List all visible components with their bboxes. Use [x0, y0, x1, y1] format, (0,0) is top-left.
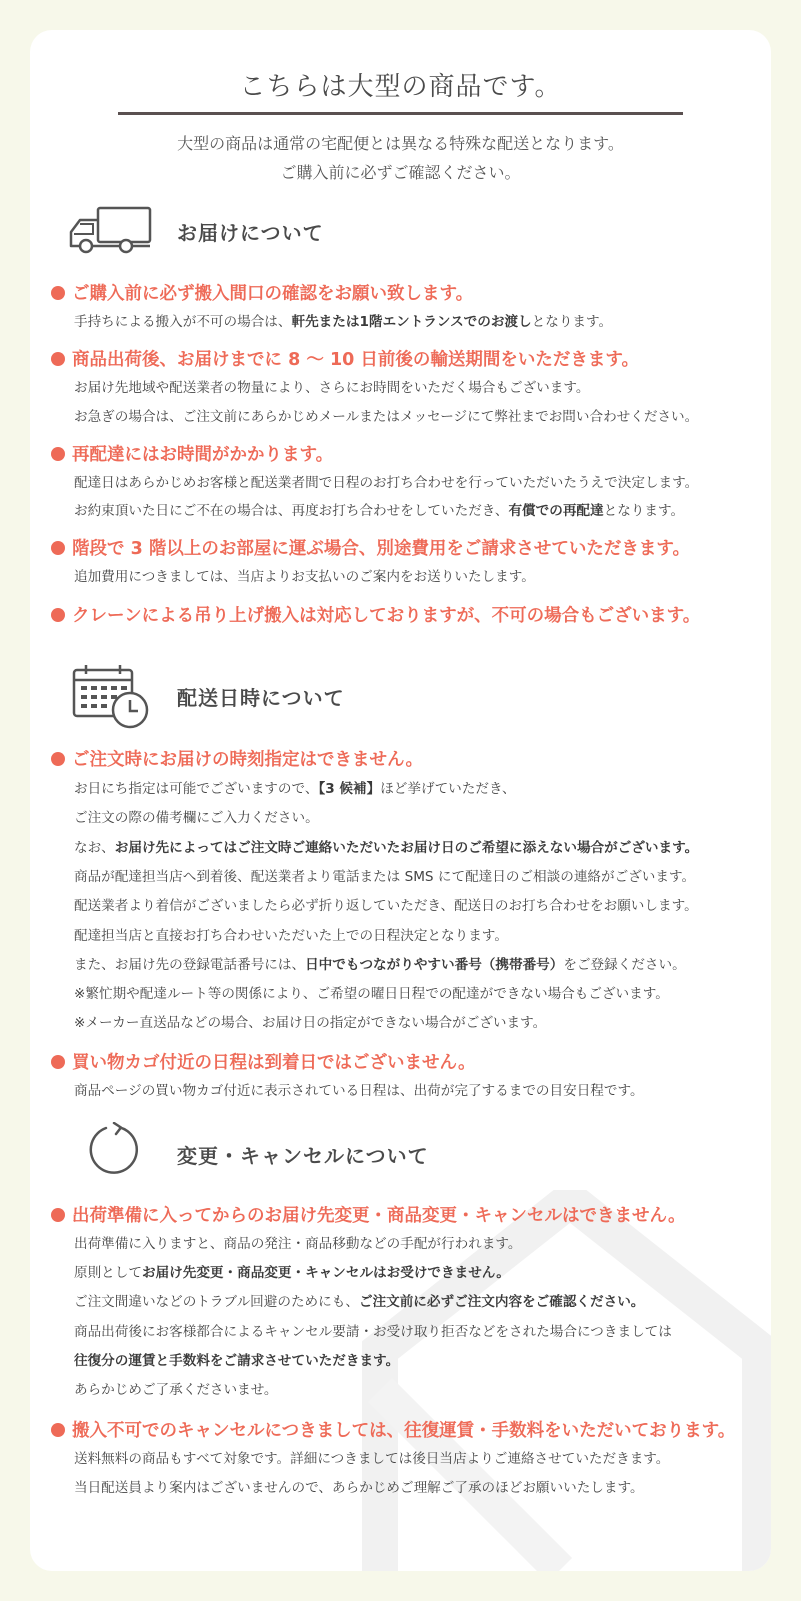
item-text: ご注文間違いなどのトラブル回避のためにも、ご注文前に必ずご注文内容をご確認ください。 [74, 1294, 645, 1310]
item-text: 商品が配達担当店へ到着後、配送業者より電話または SMS にて配達日のご相談の連絡がございます。 [74, 869, 696, 885]
bullet-dot-icon [51, 1208, 65, 1222]
bullet-dot-icon [51, 352, 65, 366]
item-text: お届け先地域や配送業者の物量により、さらにお時間をいただく場合もございます。 [74, 380, 590, 396]
item-heading: クレーンによる吊り上げ搬入は対応しておりますが、不可の場合もございます。 [51, 602, 700, 627]
item-text: 商品ページの買い物カゴ付近に表示されている日程は、出荷が完了するまでの目安日程です。 [74, 1083, 644, 1099]
bullet-dot-icon [51, 1055, 65, 1069]
item-text: また、お届け先の登録電話番号には、日中でもつながりやすい番号（携帯番号）をご登録ください。 [74, 957, 686, 973]
item-text: お急ぎの場合は、ご注文前にあらかじめメールまたはメッセージにて弊社までお問い合わせください。 [74, 409, 699, 425]
item-text: 原則としてお届け先変更・商品変更・キャンセルはお受けできません。 [74, 1265, 510, 1281]
item-text: 当日配送員より案内はございませんので、あらかじめご理解ご了承のほどお願いいたします。 [74, 1480, 644, 1496]
item-heading: 出荷準備に入ってからのお届け先変更・商品変更・キャンセルはできません。 [51, 1202, 686, 1227]
item-text: 追加費用につきましては、当店よりお支払いのご案内をお送りいたします。 [74, 569, 535, 585]
item-text: 配達担当店と直接お打ち合わせいただいた上での日程決定となります。 [74, 928, 508, 944]
section-title-datetime: 配送日時について [177, 686, 345, 710]
bullet-dot-icon [51, 286, 65, 300]
section-title-delivery: お届けについて [177, 221, 324, 245]
item-heading: ご注文時にお届けの時刻指定はできません。 [51, 746, 423, 771]
bullet-dot-icon [51, 1423, 65, 1437]
item-text: なお、お届け先によってはご注文時ご連絡いただいたお届け日のご希望に添えない場合がございます。 [74, 840, 699, 856]
item-heading: 買い物カゴ付近の日程は到着日ではございません。 [51, 1049, 476, 1074]
bullet-dot-icon [51, 752, 65, 766]
item-heading: 階段で 3 階以上のお部屋に運ぶ場合、別途費用をご請求させていただきます。 [51, 535, 690, 560]
item-text: ※繁忙期や配達ルート等の関係により、ご希望の曜日日程での配達ができない場合もございます。 [74, 986, 669, 1002]
item-text: ご注文の際の備考欄にご入力ください。 [74, 810, 319, 826]
intro-line-1: 大型の商品は通常の宅配便とは異なる特殊な配送となります。 [177, 134, 624, 153]
item-text: 手持ちによる搬入が不可の場合は、軒先または1階エントランスでのお渡しとなります。 [74, 314, 613, 330]
bullet-dot-icon [51, 608, 65, 622]
item-text: 往復分の運賃と手数料をご請求させていただきます。 [74, 1353, 400, 1369]
bullet-dot-icon [51, 541, 65, 555]
item-text: 配送業者より着信がございましたら必ず折り返していただき、配送日のお打ち合わせをお願いします。 [74, 898, 698, 914]
item-heading: 搬入不可でのキャンセルにつきましては、往復運賃・手数料をいただいております。 [51, 1417, 735, 1442]
item-text: 出荷準備に入りますと、商品の発注・商品移動などの手配が行われます。 [74, 1236, 522, 1252]
item-heading: 再配達にはお時間がかかります。 [51, 441, 333, 466]
title-divider [118, 112, 683, 115]
page-title: こちらは大型の商品です。 [239, 72, 562, 102]
item-text: ※メーカー直送品などの場合、お届け日の指定ができない場合がございます。 [74, 1015, 547, 1031]
item-text: 送料無料の商品もすべて対象です。詳細につきましては後日当店よりご連絡させていただきます。 [74, 1451, 670, 1467]
item-text: あらかじめご了承くださいませ。 [74, 1382, 278, 1398]
item-heading: 商品出荷後、お届けまでに 8 ～ 10 日前後の輸送期間をいただきます。 [51, 346, 639, 371]
item-text: 配達日はあらかじめお客様と配送業者間で日程のお打ち合わせを行っていただいたうえで決定します。 [74, 475, 699, 491]
item-text: お日にち指定は可能でございますので、【3 候補】ほど挙げていただき、 [74, 781, 516, 797]
notice-card [30, 30, 771, 1571]
item-text: お約束頂いた日にご不在の場合は、再度お打ち合わせをしていただき、有償での再配達となります。 [74, 503, 685, 519]
truck-icon [68, 206, 154, 254]
refresh-circle-icon [84, 1122, 140, 1178]
intro-line-2: ご購入前に必ずご確認ください。 [280, 163, 521, 182]
item-text: 商品出荷後にお客様都合によるキャンセル要請・お受け取り拒否などをされた場合につきましては [74, 1324, 672, 1340]
section-title-cancel: 変更・キャンセルについて [177, 1144, 429, 1168]
item-heading: ご購入前に必ず搬入間口の確認をお願い致します。 [51, 280, 473, 305]
bullet-dot-icon [51, 447, 65, 461]
calendar-clock-icon [72, 664, 152, 730]
